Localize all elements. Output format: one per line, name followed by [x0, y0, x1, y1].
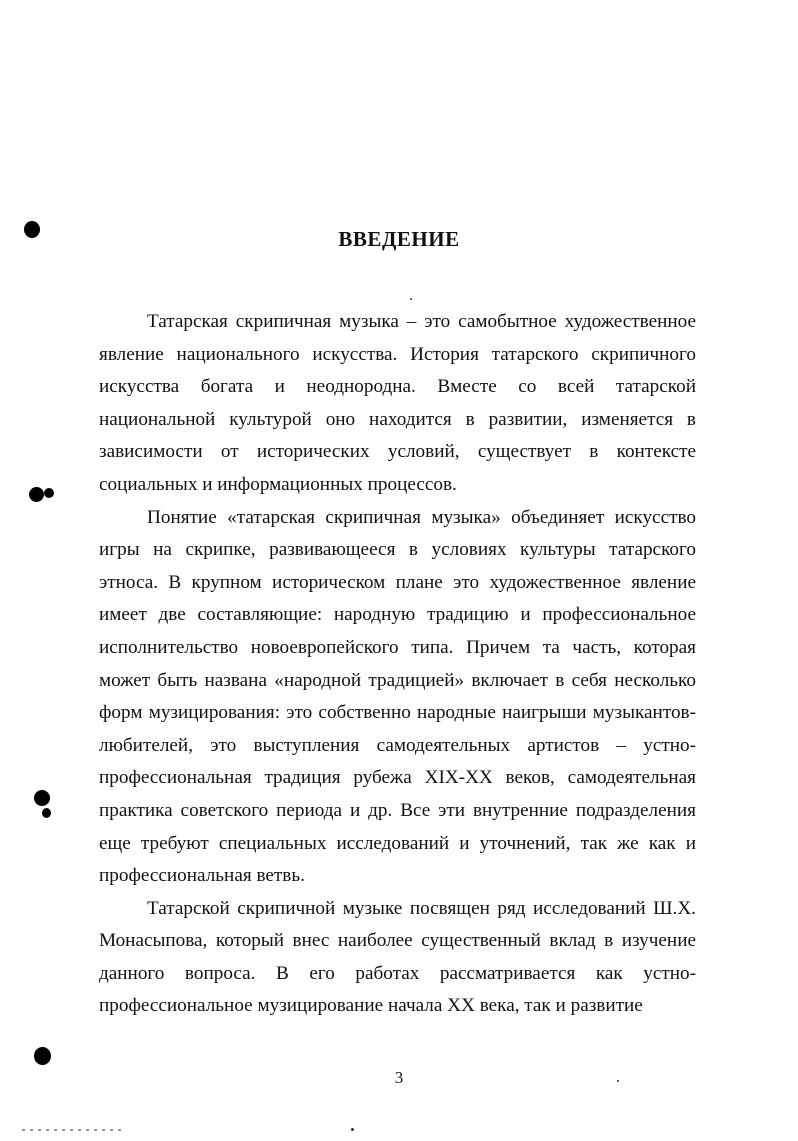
scan-speck	[617, 1080, 619, 1082]
paragraph-3: Татарской скрипичной музыке посвящен ряд исследований Ш.Х. Монасыпова, который внес наиболее существенный вклад в изучение данного вопроса. В его работах рассматривается как устно-профессиональное музицирование начала XX века, так и развитие	[99, 897, 696, 1017]
punch-hole-mark	[42, 808, 51, 818]
scan-edge-noise	[22, 1129, 122, 1131]
paragraph-1: Татарская скрипичная музыка – это самобытное художественное явление национального искусства. История татарского скрипичного искусства богата и неоднородна. Вместе со всей татарской национальной культурой оно находится в развитии, изменяется в зависимости от исторических условий, существует в контексте социальных и информационных процессов.	[99, 311, 696, 495]
punch-hole-mark	[29, 487, 44, 502]
punch-hole-mark	[34, 790, 50, 806]
punch-hole-mark	[24, 221, 40, 238]
punch-hole-mark	[34, 1047, 51, 1065]
page-title: ВВЕДЕНИЕ	[338, 227, 460, 251]
paragraph-2: Понятие «татарская скрипичная музыка» объединяет искусство игры на скрипке, развивающееся в условиях культуры татарского этноса. В крупном историческом плане это художественное явление имеет две составляющие: народную традицию и профессиональное исполнительство новоевропейского типа. Причем та часть, которая может быть названа «народной традицией» включает в себя несколько форм музицирования: это собственно народные наигрыши музыкантов-любителей, это выступления самодеятельных артистов – устно-профессиональная традиция рубежа XIX-XX веков, самодеятельная практика советского периода и др. Все эти внутренние подразделения еще требуют специальных исследований и уточнений, так же как и профессиональная ветвь.	[99, 506, 696, 887]
body-text	[99, 306, 696, 1023]
punch-hole-mark	[44, 488, 54, 498]
scan-speck	[351, 1128, 354, 1131]
scan-speck	[410, 298, 412, 300]
page-number: 3	[394, 1068, 404, 1087]
